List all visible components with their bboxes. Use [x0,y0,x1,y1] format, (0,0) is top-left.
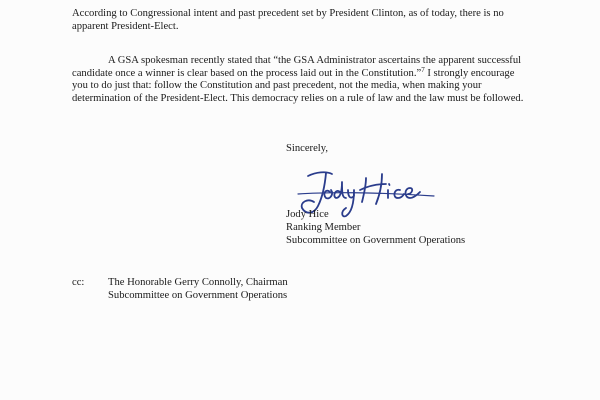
signer-name: Jody Hice [286,209,329,220]
cc-recipient-block [108,277,288,303]
signer-committee: Subcommittee on Government Operations [286,235,466,246]
signer-title: Ranking Member [286,222,361,233]
cc-committee: Subcommittee on Government Operations [108,290,288,301]
closing-salutation: Sincerely, [286,143,328,154]
paragraph-gsa-quote: A GSA spokesman recently stated that “the GSA Administrator ascertains the apparent successful candidate once a winner is clear based on the process laid out in the Constitution.” [72,55,522,79]
paragraph-gsa [72,55,528,105]
cc-label: cc: [72,277,85,288]
footnote-marker: 7 [421,65,425,74]
paragraph-precedent: According to Congressional intent and past precedent set by President Clinton, as of today, there is no apparent President-Elect. [72,8,504,32]
signature-block [286,209,465,248]
cc-recipient: The Honorable Gerry Connolly, Chairman [108,277,288,288]
paragraph-gsa-request: I strongly encourage you to do just that: follow the Constitution and past precedent, not the media, when making your determination of the President-Elect. This democracy relies on a rule of law and the law must be followed. [72,67,524,104]
